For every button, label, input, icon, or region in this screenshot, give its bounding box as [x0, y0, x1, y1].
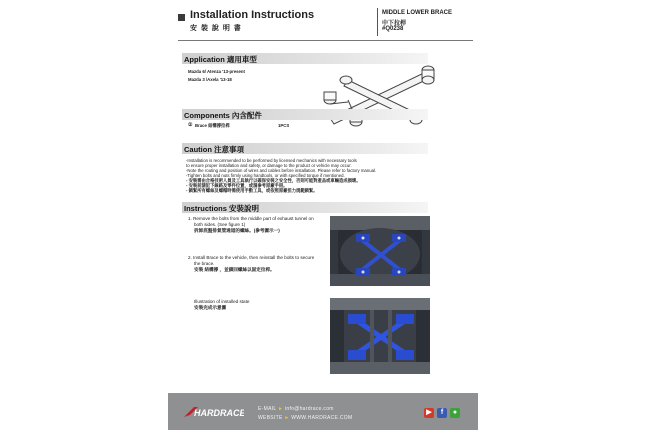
- product-name: MIDDLE LOWER BRACE: [382, 10, 452, 16]
- application-model-2: Mazda 3 /Axela '13-18: [188, 77, 232, 82]
- youtube-icon[interactable]: ▶: [424, 408, 434, 418]
- product-name-zh: 中下拉桿: [382, 21, 407, 27]
- part-number: #Q0238: [382, 26, 404, 32]
- step-1-text-b: both sides. (See figure 1): [194, 222, 246, 227]
- website-label: WEBSITE: [258, 415, 283, 421]
- hardrace-logo: [180, 403, 244, 421]
- component-qty: 1PCS: [278, 123, 290, 128]
- step-1-text-zh: 拆卸底盤排氣管通道的螺絲。(參考圖示一): [194, 228, 280, 233]
- caution-line-5: - 安裝需由合格技術人員及工具執行以確保安裝之安全性，否則可能對產品或車輛造成損壞。: [186, 178, 361, 183]
- website-url[interactable]: WWW.HARDRACE.COM: [291, 415, 353, 421]
- caution-line-6: - 安裝前請記下線路及零件位置，或請參考原廠手冊。: [186, 183, 288, 188]
- website-row: [258, 415, 352, 421]
- email-row: [258, 406, 334, 412]
- installed-state-photo: [330, 298, 430, 374]
- caution-line-3: -Note the routing and position of wires and cables before installation. Please refer to factory manual.: [186, 168, 377, 173]
- header-marker: [178, 14, 185, 21]
- illustration-caption: Illustration of installed state: [194, 299, 250, 304]
- caution-line-4: -Tighten bolts and nuts firmly using handtools, or with specified torque if mentioned.: [186, 173, 345, 178]
- illustration-caption-zh: 安裝完成示意圖: [194, 305, 227, 310]
- step-1-text-a: 1. Remove the bolts from the middle part of exhaust tunnel on: [188, 216, 314, 221]
- website-separator-icon: ►: [284, 415, 290, 421]
- application-model-1: Mazda 6/ Atenza '13-present: [188, 69, 245, 74]
- document-title: Installation Instructions: [190, 9, 315, 21]
- caution-line-2: to ensure proper installation and safety, or damage to the product or vehicle may occur.: [186, 163, 352, 168]
- component-index: ①: [188, 122, 193, 128]
- step-2-text-a: 2. Install Brace to the vehicle, then reinstall the bolts to secure: [188, 255, 315, 260]
- caution-heading: Caution 注意事項: [184, 145, 244, 154]
- step-2-text-zh: 安裝 結構撐 ，並鎖回螺絲以固定拉桿。: [194, 267, 275, 272]
- application-heading: Application 適用車型: [184, 55, 257, 64]
- email-separator-icon: ►: [278, 406, 284, 412]
- email-address[interactable]: info@hardrace.com: [284, 406, 334, 412]
- caution-line-7: - 鎖緊所有螺絲及螺帽時需使用手動工具，或依照原廠扭力規範鎖緊。: [186, 188, 318, 193]
- component-name: Brace 結構撐拉桿: [195, 123, 230, 128]
- wechat-icon[interactable]: ●: [450, 408, 460, 418]
- brand-wordmark: HARDRACE: [194, 408, 244, 418]
- caution-line-1: -Installation is recommended to be performed by licensed mechanics with necessary tools: [186, 158, 357, 163]
- document-title-zh: 安 裝 說 明 書: [190, 25, 242, 32]
- components-heading: Components 內含配件: [184, 111, 262, 120]
- instructions-heading: Instructions 安裝說明: [184, 204, 260, 213]
- step-2-text-b: the brace.: [194, 261, 215, 266]
- facebook-icon[interactable]: f: [437, 408, 447, 418]
- email-label: E-MAIL: [258, 406, 277, 412]
- figure-1-photo: [330, 216, 430, 286]
- header-divider: [377, 8, 378, 36]
- header-rule: [178, 40, 473, 41]
